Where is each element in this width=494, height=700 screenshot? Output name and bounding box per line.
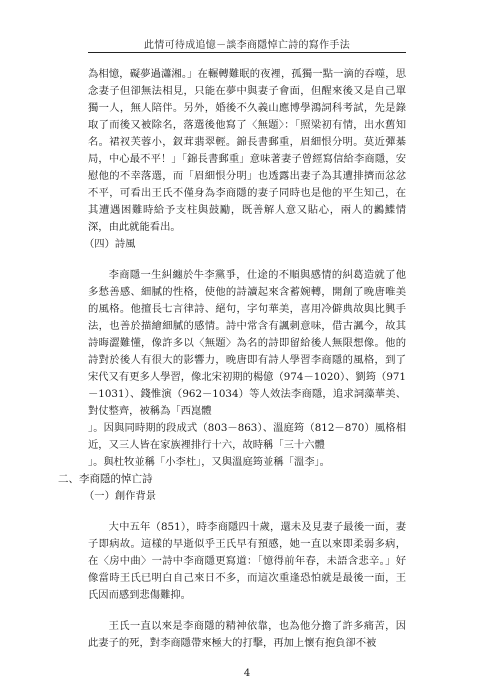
paragraph-marriage: 為相憶，礙夢過瀟湘。」在輾轉難眠的夜裡，孤獨一點一滴的吞噬，思念妻子但卻無法相見，只能在夢中與妻子會面，但醒來後又是自己單獨一人，無人陪伴。另外，婚後不久義山應博學鴻詞科考試，先是錄取了而後又被除名，落選後他寫了〈無題〉：「照梁初有情，出水舊知名。裙衩芙蓉小，釵茸翡翠輕。錦長書郵重，眉細恨分明。莫近彈棊局，中心最不平！」「錦長書郵重」意味著妻子曾經寫信給李商隱，安慰他的不幸落選，而「眉細恨分明」也透露出妻子為其遭排擠而忿忿不平，可看出王氏不僅身為李商隱的妻子同時也是他的平生知己，在其遭遇困難時給予支柱與鼓勵，既善解人意又貼心，兩人的鶼鰈情深，由此就能看出。 (88, 68, 406, 233)
paragraph-wang-support: 王氏一直以來是李商隱的精神依靠，也為他分擔了許多痛苦，因此妻子的死，對李商隱帶來極大的打擊，再加上懷有抱負卻不被 (88, 620, 406, 649)
paragraph-little-li-du: 」。與杜牧並稱「小李杜」，又與溫庭筠並稱「溫李」。 (88, 456, 330, 468)
page-body (58, 66, 406, 652)
paragraph-thirty-six-style: 」。因與同時期的段成式（803－863）、溫庭筠（812－870）風格相近，又三人皆在家族裡排行十六，故時稱「三十六體 (88, 422, 406, 451)
section-heading-mourning-poems: 二、李商隱的悼亡詩 (58, 473, 153, 485)
paragraph-poetic-style: 李商隱一生糾纏於牛李黨爭，仕途的不順與感情的糾葛造就了他多愁善感、細膩的性格，使他的詩讀起來含蓄婉轉，開創了晚唐唯美的風格。他擅長七言律詩、絕句，字句華美，喜用冷僻典故與比興手法，也善於描繪細膩的感情。詩中常含有諷刺意味，借古諷今，故其詩晦澀難懂，像許多以〈無題〉為名的詩即留給後人無限想像。他的詩對於後人有很大的影響力，晚唐即有詩人學習李商隱的風格，到了宋代又有更多人學習，像北宋初期的楊億（974－1020）、劉筠（971－1031）、錢惟演（962－1034）等人效法李商隱，追求詞藻華美、對仗整齊，被稱為「西崑體 (88, 269, 406, 417)
running-header: 此情可待成追憶－談李商隱悼亡詩的寫作手法 (144, 40, 350, 51)
subheading-background: （一）創作背景 (84, 490, 157, 502)
subheading-poetic-style: （四）詩風 (84, 238, 136, 250)
page-number: 4 (243, 668, 251, 679)
paragraph-background: 大中五年（851），時李商隱四十歲，還未及見妻子最後一面，妻子即病故。這樣的早逝似乎王氏早有預感，她一直以來即柔弱多病，在〈房中曲〉一詩中李商隱更寫道：「憶得前年春，未語含悲辛。」好像當時王氏已明白自己來日不多，而這次重逢恐怕就是最後一面，王氏因而感到悲傷難抑。 (88, 521, 406, 601)
header-rule (88, 52, 406, 53)
